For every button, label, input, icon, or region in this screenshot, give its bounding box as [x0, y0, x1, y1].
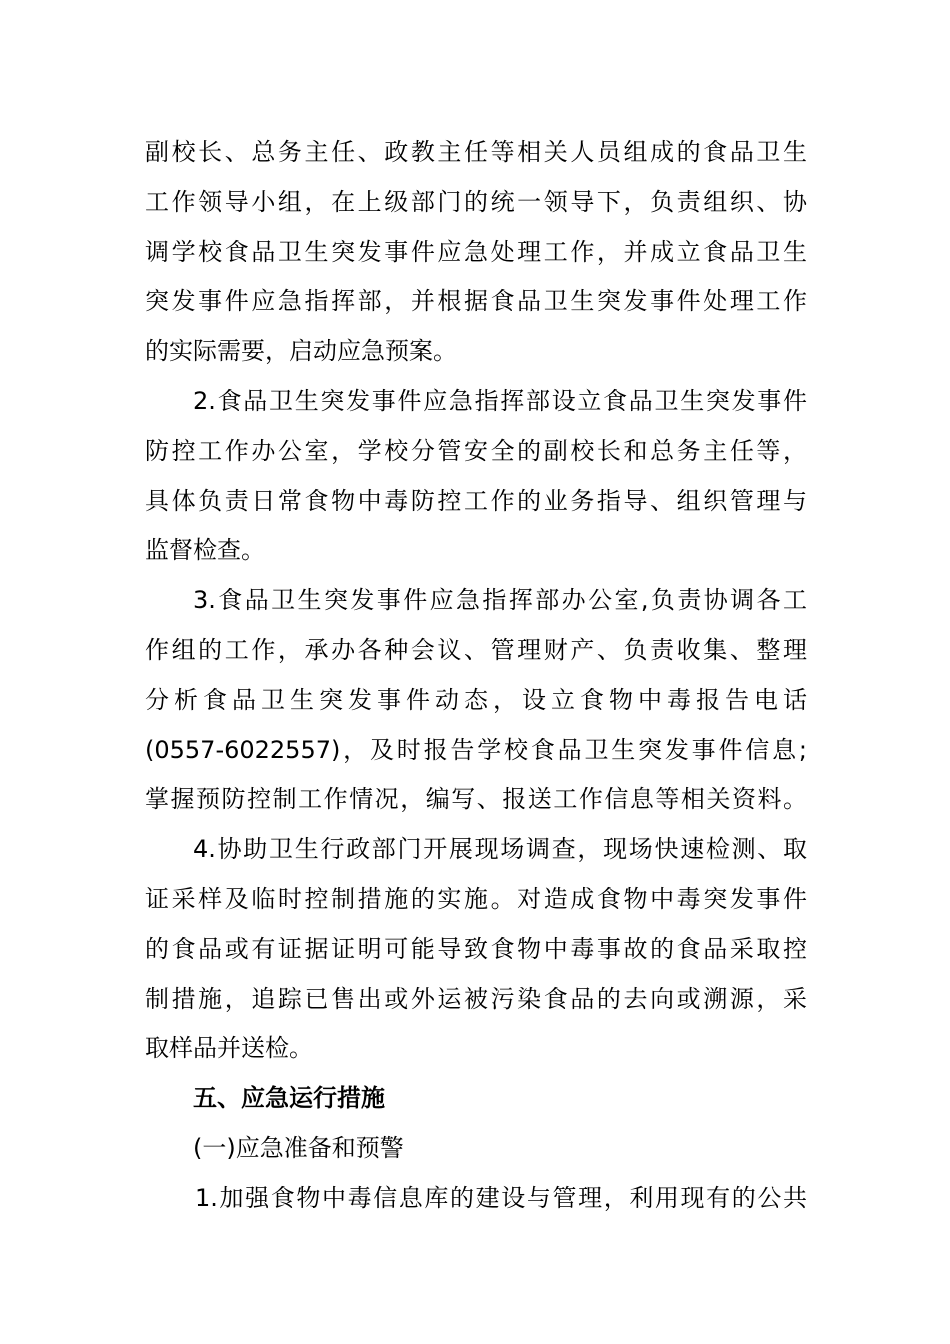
text-line: 分析食品卫生突发事件动态，设立食物中毒报告电话	[145, 685, 807, 714]
text-line: 取样品并送检。	[145, 1034, 313, 1063]
text-line: 制措施，追踪已售出或外运被污染食品的去向或溯源，采	[145, 984, 807, 1013]
text-line: 调学校食品卫生突发事件应急处理工作，并成立食品卫生	[145, 237, 807, 266]
text-line: 具体负责日常食物中毒防控工作的业务指导、组织管理与	[145, 486, 807, 515]
text-line: 作组的工作，承办各种会议、管理财产、负责收集、整理	[145, 635, 807, 664]
text-line: 监督检查。	[145, 536, 265, 565]
paragraph-first-line: 4.协助卫生行政部门开展现场调查，现场快速检测、取	[193, 835, 807, 864]
text-line: 防控工作办公室，学校分管安全的副校长和总务主任等，	[145, 436, 807, 465]
document-body	[145, 128, 807, 1224]
text-line: 掌握预防控制工作情况，编写、报送工作信息等相关资料。	[145, 785, 807, 814]
section-heading: 五、应急运行措施	[193, 1084, 385, 1113]
paragraph-first-line: 3.食品卫生突发事件应急指挥部办公室,负责协调各工	[193, 586, 807, 615]
subsection-heading: (一)应急准备和预警	[193, 1133, 404, 1162]
paragraph-first-line: 2.食品卫生突发事件应急指挥部设立食品卫生突发事件	[193, 386, 807, 415]
text-line: 的食品或有证据证明可能导致食物中毒事故的食品采取控	[145, 934, 807, 963]
text-line: 的实际需要，启动应急预案。	[145, 337, 457, 366]
text-line: 副校长、总务主任、政教主任等相关人员组成的食品卫生	[145, 138, 807, 166]
text-line: 突发事件应急指挥部，并根据食品卫生突发事件处理工作	[145, 287, 807, 316]
paragraph-first-line: 1.加强食物中毒信息库的建设与管理，利用现有的公共	[195, 1183, 807, 1212]
text-line: 证采样及临时控制措施的实施。对造成食物中毒突发事件	[145, 884, 807, 913]
text-line: (0557-6022557)，及时报告学校食品卫生突发事件信息;	[145, 735, 807, 764]
text-line: 工作领导小组，在上级部门的统一领导下，负责组织、协	[145, 187, 807, 216]
